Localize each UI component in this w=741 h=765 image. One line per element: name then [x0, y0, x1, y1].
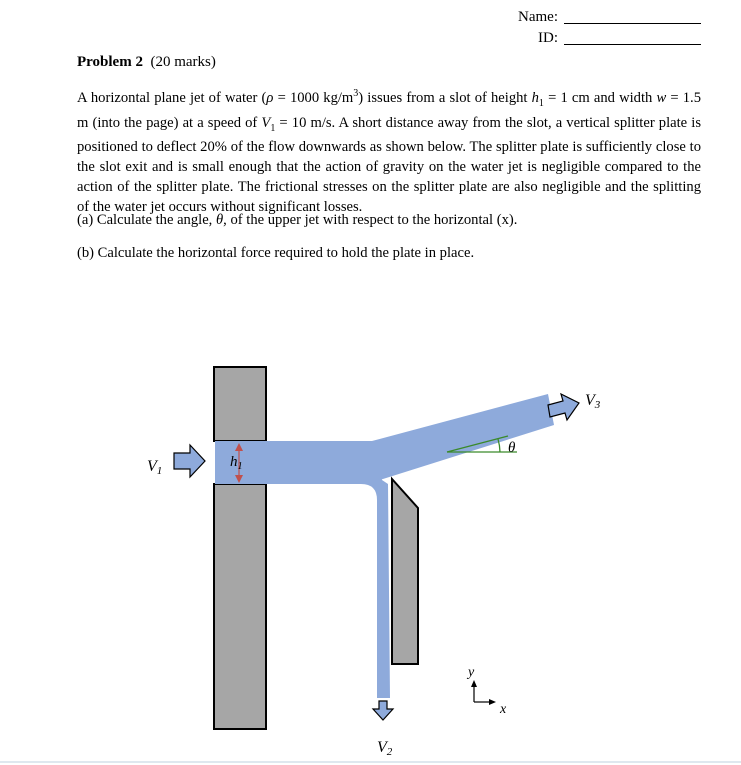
- statement-text-3: ) issues from a slot of height: [358, 89, 532, 106]
- theta-symbol: θ: [215, 212, 224, 228]
- problem-marks: (20 marks): [150, 54, 216, 70]
- part-b: (b) Calculate the horizontal force required to hold the plate in place.: [77, 245, 475, 261]
- v-symbol: V: [261, 114, 271, 131]
- name-label: Name:: [518, 9, 558, 25]
- w-symbol: w: [656, 89, 667, 106]
- x-axis-label: x: [500, 702, 507, 717]
- statement-text-5: = 1.5 m (into the page) at a speed of: [77, 89, 701, 131]
- page-bottom-rule: [0, 761, 741, 763]
- rho-symbol: ρ: [266, 89, 274, 106]
- statement-text-1: A horizontal plane jet of water (: [77, 89, 267, 106]
- splitter-plate: [392, 479, 418, 664]
- y-axis-label: y: [468, 665, 475, 680]
- y-axis-arrow-icon: [471, 680, 477, 687]
- v2-label: V2: [377, 739, 393, 758]
- part-a-text-1: (a) Calculate the angle,: [77, 212, 216, 228]
- h-symbol: h: [531, 89, 539, 106]
- h-subscript: 1: [538, 97, 544, 109]
- statement-text-6: = 10 m/s. A short distance away from the slot, a vertical splitter plate is positioned to deflect 20% of the flow downwards as shown below. The splitter plate is sufficiently close to the slot exit and is small enough that the action of gravity on the water jet is negligible compared to the action of the splitter plate. The frictional stresses on the splitter plate are also negligible and the splitting of the water jet occurs without significant losses.: [77, 114, 701, 215]
- theta-label: θ: [508, 440, 516, 456]
- v1-arrow-icon: [174, 445, 205, 477]
- v3-label: V3: [585, 392, 601, 411]
- x-axis-arrow-icon: [489, 699, 496, 705]
- cubed-superscript: 3: [353, 88, 359, 99]
- statement-text-2: = 1000 kg/m: [273, 89, 354, 106]
- h1-label: $h_1$: [230, 454, 243, 472]
- id-label: ID:: [538, 30, 558, 46]
- v1-label: V1: [147, 458, 163, 477]
- statement-text-4: = 1 cm and width: [543, 89, 657, 106]
- upper-jet: [372, 394, 554, 480]
- v-subscript: 1: [270, 122, 276, 134]
- lower-jet: [340, 441, 390, 698]
- v2-arrow-icon: [373, 701, 393, 720]
- v3-arrow-icon: [548, 394, 579, 420]
- part-a-text-2: , of the upper jet with respect to the horizontal (x).: [223, 212, 518, 228]
- problem-number: Problem 2: [77, 54, 143, 70]
- lower-wall: [214, 484, 266, 729]
- upper-wall: [214, 367, 266, 441]
